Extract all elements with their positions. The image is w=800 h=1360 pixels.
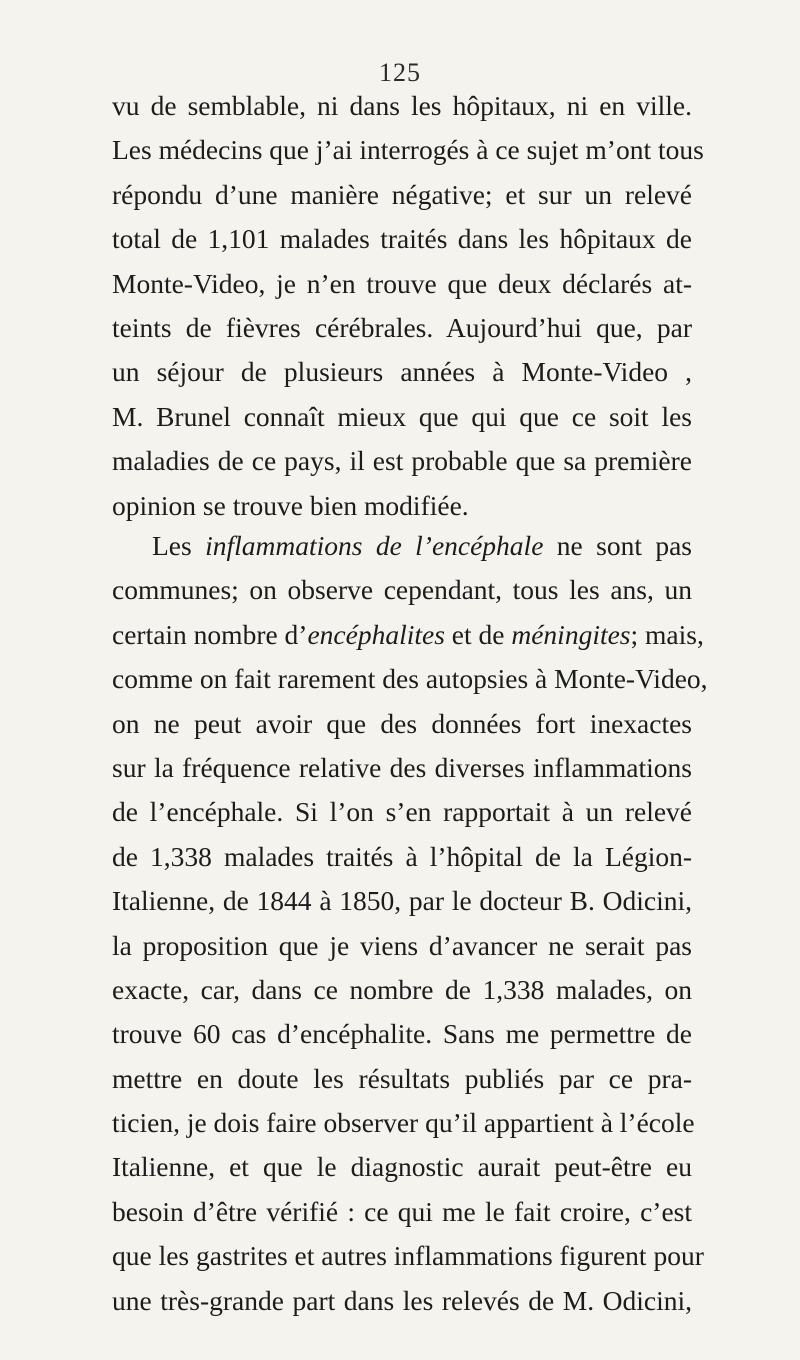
text-line: M. Brunel connaît mieux que qui que ce soit les	[112, 400, 692, 432]
text-line: Italienne, et que le diagnostic aurait peut-être eu	[112, 1151, 692, 1183]
text-line: trouve 60 cas d’encéphalite. Sans me permettre de	[112, 1018, 692, 1050]
paragraph-2	[112, 524, 708, 1323]
text-line: vu de semblable, ni dans les hôpitaux, ni en ville.	[112, 90, 692, 121]
text-line: de l’encéphale. Si l’on s’en rapportait à un relevé	[112, 796, 692, 828]
italic-term: encéphalites	[307, 618, 445, 650]
text-line: mettre en doute les résultats publiés par ce pra-	[112, 1062, 692, 1094]
text-line: ticien, je dois faire observer qu’il appartient à l’école	[112, 1107, 695, 1139]
text-line: teints de fièvres cérébrales. Aujourd’hui que, par	[112, 311, 692, 343]
text-line: total de 1,101 malades traités dans les hôpitaux de	[112, 223, 692, 255]
paragraph-1	[112, 84, 704, 528]
text-line: exacte, car, dans ce nombre de 1,338 malades, on	[112, 973, 692, 1005]
text-line	[112, 524, 692, 568]
text-line: Monte-Video, je n’en trouve que deux déclarés at-	[112, 267, 692, 299]
text-run: ; mais,	[630, 618, 704, 650]
text-line: un séjour de plusieurs années à Monte-Video ,	[112, 356, 692, 388]
text-run: certain nombre d’	[112, 618, 308, 650]
text-line: de 1,338 malades traités à l’hôpital de la Légion-	[112, 840, 692, 872]
text-line: comme on fait rarement des autopsies à Monte-Video,	[112, 663, 708, 695]
text-line: répondu d’une manière négative; et sur un relevé	[112, 178, 692, 210]
text-line: Les médecins que j’ai interrogés à ce sujet m’ont tous	[112, 134, 704, 166]
text-run: Les	[152, 530, 206, 561]
text-line	[112, 613, 704, 657]
italic-term: inflammations de l’encéphale	[205, 530, 544, 561]
page-number: 125	[379, 58, 421, 87]
text-line: sur la fréquence relative des diverses inflammations	[112, 751, 692, 783]
italic-term: méningites	[511, 618, 631, 650]
text-line: Italienne, de 1844 à 1850, par le docteur B. Odicini,	[112, 885, 692, 917]
text-line: maladies de ce pays, il est probable que sa première	[112, 445, 692, 477]
text-line: besoin d’être vérifié : ce qui me le fait croire, c’est	[112, 1195, 692, 1227]
text-line: que les gastrites et autres inflammations figurent pour	[112, 1240, 704, 1272]
text-line: opinion se trouve bien modifiée.	[112, 489, 469, 521]
text-run: et de	[444, 618, 512, 650]
text-line: la proposition que je viens d’avancer ne serait pas	[112, 929, 692, 961]
text-line: communes; on observe cependant, tous les ans, un	[112, 574, 692, 606]
text-line: on ne peut avoir que des données fort inexactes	[112, 707, 692, 739]
text-run: ne sont pas	[543, 530, 692, 561]
text-line: une très-grande part dans les relevés de M. Odicini,	[112, 1284, 692, 1316]
